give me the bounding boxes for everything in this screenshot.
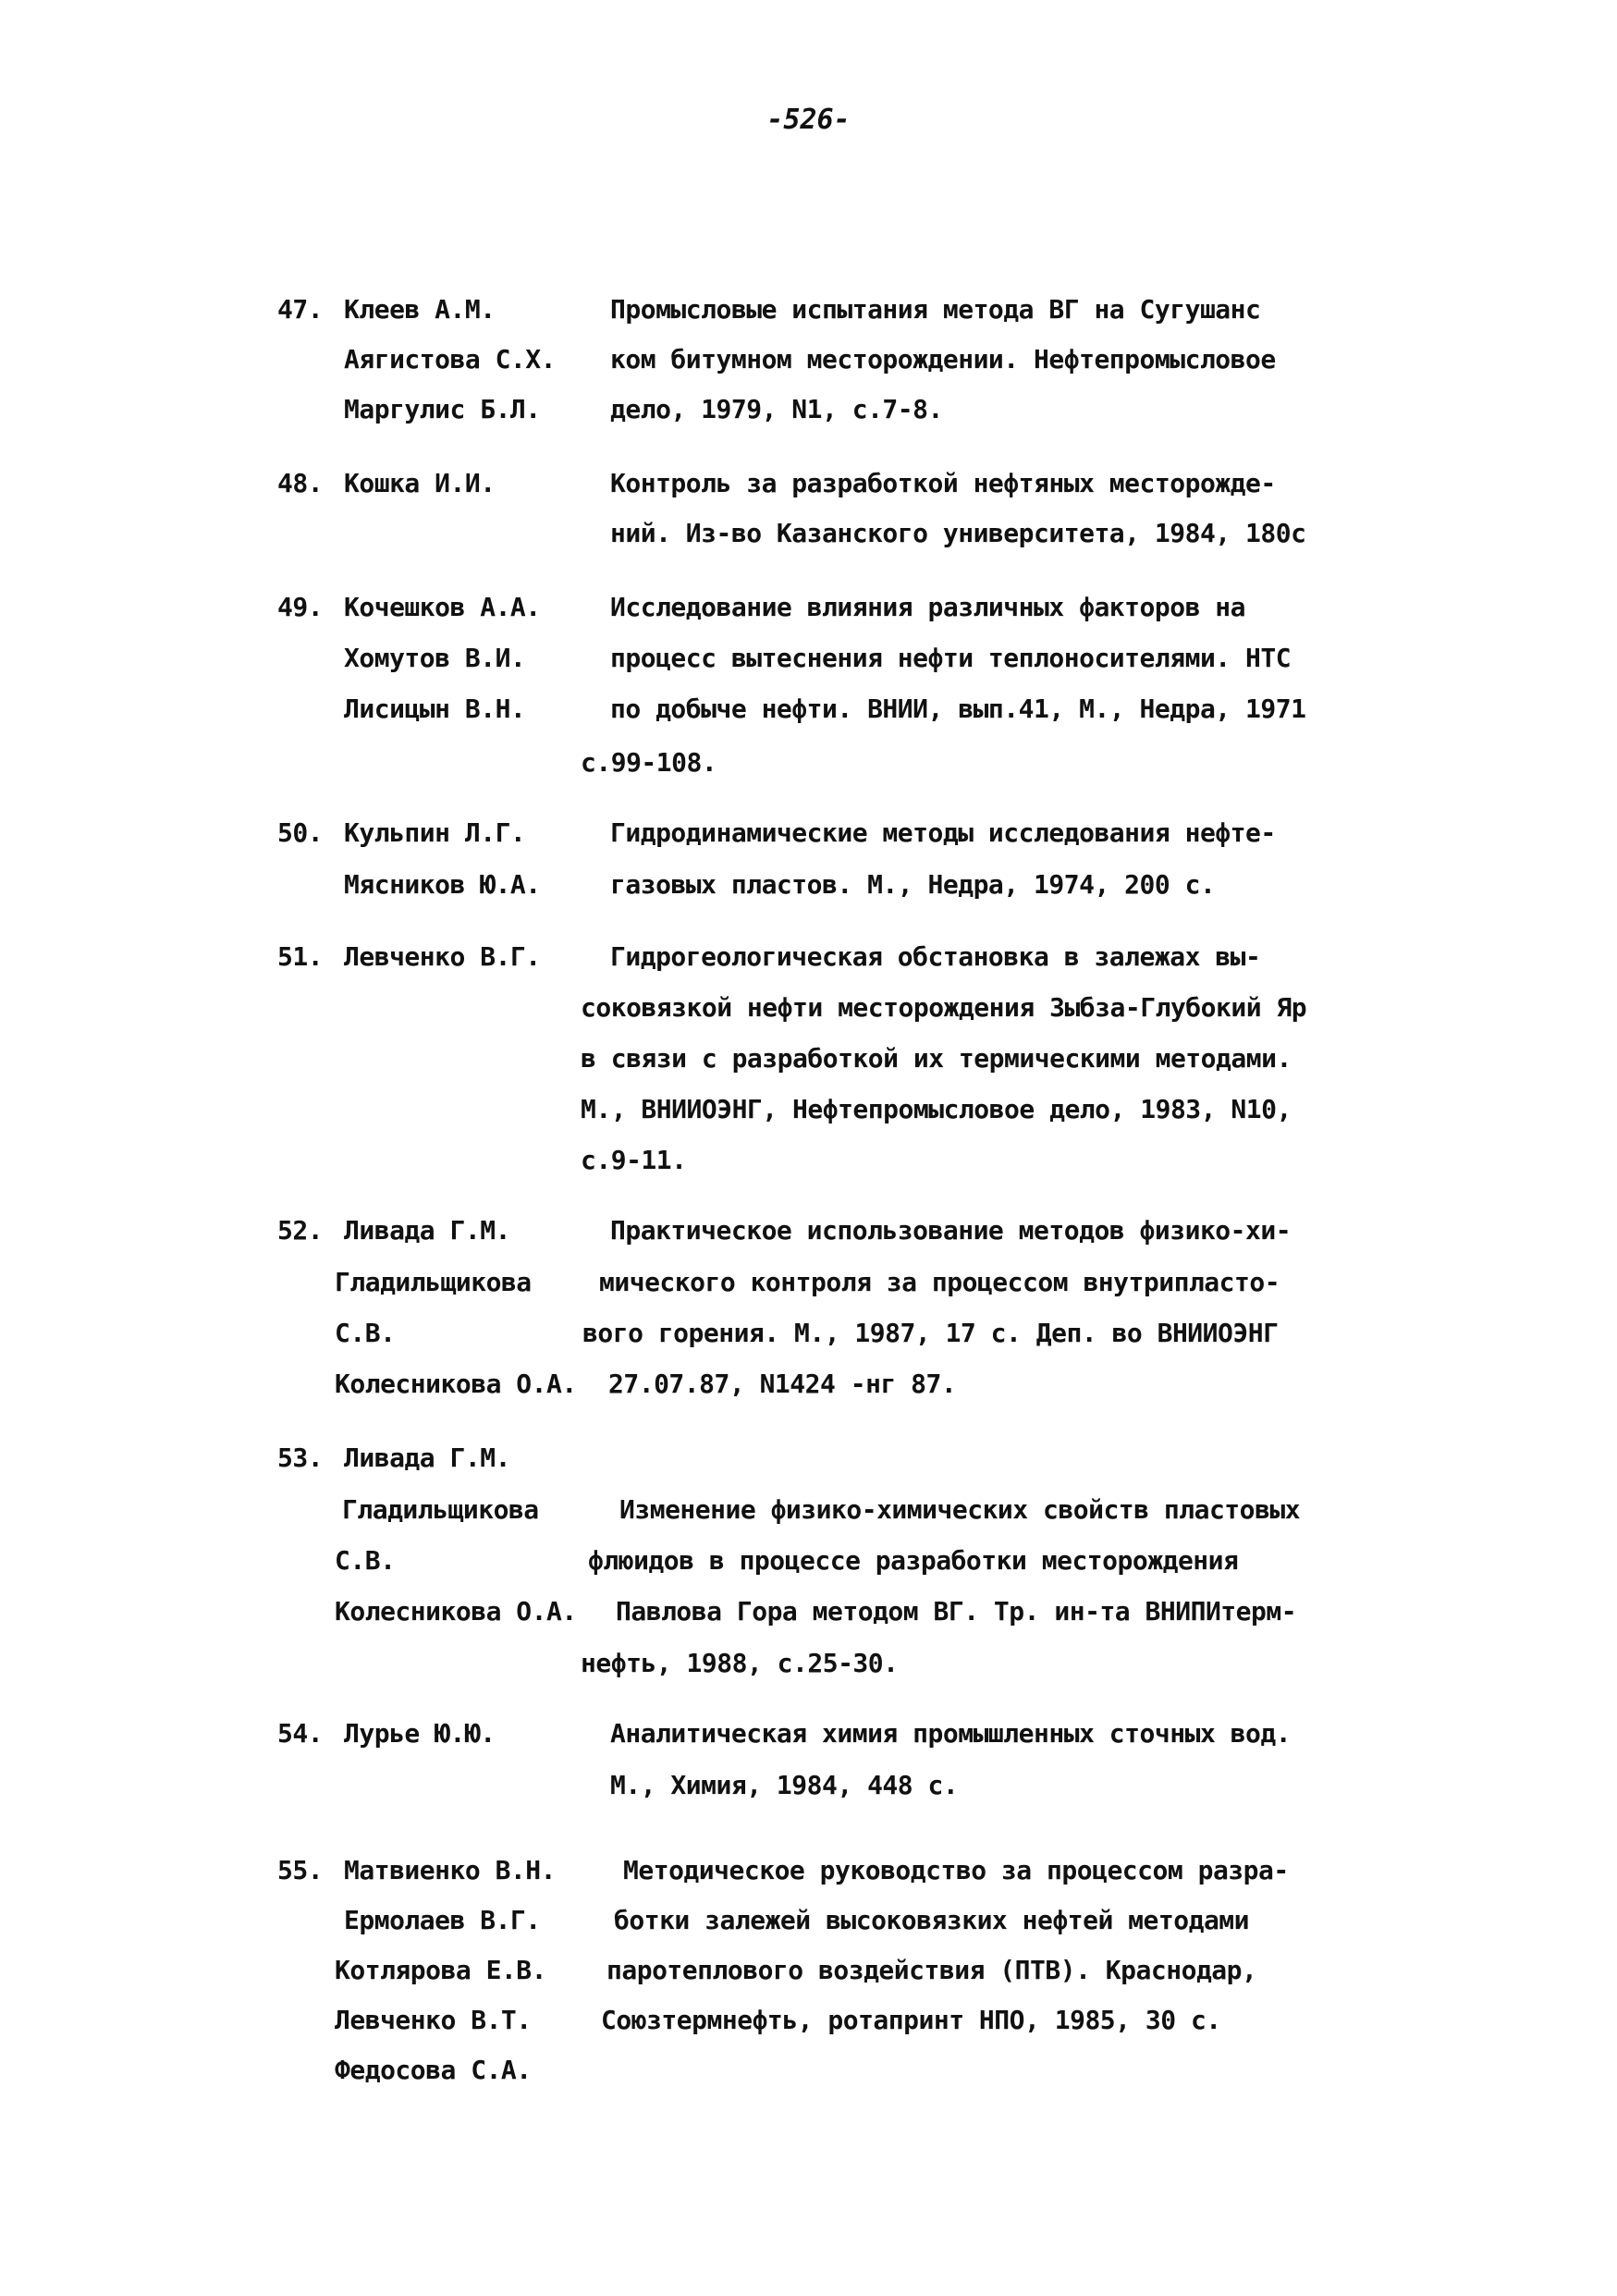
page-number: -526- (766, 104, 851, 136)
ref-text-line: Контроль за разработкой нефтяных месторожде- (610, 468, 1276, 498)
ref-text-line: ботки залежей высоковязких нефтей методами (614, 1905, 1250, 1935)
ref-text-line: газовых пластов. М., Недра, 1974, 200 с. (610, 869, 1216, 900)
ref-text-line: Союзтермнефть, ротапринт НПО, 1985, 30 с. (601, 2005, 1221, 2035)
ref-text-line: Гидрогеологическая обстановка в залежах вы- (610, 941, 1261, 972)
ref-text-line: 27.07.87, N1424 -нг 87. (608, 1369, 957, 1399)
ref-number: 54. (277, 1718, 324, 1749)
ref-text-line: Исследование влияния различных факторов на (610, 592, 1246, 622)
ref-author: Федосова С.А. (335, 2055, 532, 2085)
ref-number: 48. (277, 468, 324, 498)
ref-author: Левченко В.Т. (335, 2005, 532, 2035)
ref-text-line: соковязкой нефти месторождения Зыбза-Глубокий Яр (581, 992, 1307, 1023)
ref-author: Лисицын В.Н. (344, 694, 526, 724)
ref-number: 52. (277, 1215, 324, 1246)
ref-text-line: ком битумном месторождении. Нефтепромысловое (610, 344, 1276, 374)
ref-number: 53. (277, 1443, 324, 1473)
ref-author: Колесникова О.А. (335, 1596, 577, 1627)
ref-text-line: вого горения. М., 1987, 17 с. Деп. во ВНИИОЭНГ (582, 1318, 1279, 1348)
ref-text-line: процесс вытеснения нефти теплоносителями. НТС (610, 643, 1292, 673)
ref-author: Кошка И.И. (344, 468, 496, 498)
ref-text-line: Гидродинамические методы исследования нефте- (610, 817, 1276, 848)
ref-author: Клеев А.М. (344, 294, 496, 325)
ref-text-line: Практическое использование методов физико-хи- (610, 1215, 1292, 1246)
ref-author: Кочешков А.А. (344, 592, 541, 622)
ref-author: Гладильщикова (335, 1267, 532, 1297)
ref-number: 49. (277, 592, 324, 622)
ref-author: Ермолаев В.Г. (344, 1905, 541, 1935)
ref-number: 50. (277, 817, 324, 848)
ref-author: Колесникова О.А. (335, 1369, 577, 1399)
ref-text-line: мического контроля за процессом внутрипласто- (599, 1267, 1280, 1297)
ref-author: Хомутов В.И. (344, 643, 526, 673)
ref-author: Ливада Г.М. (344, 1215, 510, 1246)
ref-text-line: нефть, 1988, с.25-30. (581, 1648, 899, 1678)
ref-text-line: ний. Из-во Казанского университета, 1984, 180с (610, 518, 1306, 548)
ref-text-line: М., Химия, 1984, 448 с. (610, 1770, 959, 1800)
ref-author: Матвиенко В.Н. (344, 1855, 557, 1885)
ref-text-line: дело, 1979, N1, с.7-8. (610, 394, 943, 424)
ref-text-line: Изменение физико-химических свойств пластовых (619, 1494, 1301, 1525)
ref-author: Кульпин Л.Г. (344, 817, 526, 848)
ref-number: 51. (277, 941, 324, 972)
ref-author: Левченко В.Г. (344, 941, 541, 972)
ref-text-line: в связи с разработкой их термическими методами. (581, 1043, 1292, 1074)
ref-number: 47. (277, 294, 324, 325)
ref-text-line: Павлова Гора методом ВГ. Тр. ин-та ВНИПИтерм- (616, 1596, 1297, 1627)
ref-author: Лурье Ю.Ю. (344, 1718, 496, 1749)
ref-author: Гладильщикова (342, 1494, 539, 1525)
ref-text-line: по добыче нефти. ВНИИ, вып.41, М., Недра, 1971 (610, 694, 1306, 724)
ref-text-line: Методическое руководство за процессом разра- (623, 1855, 1289, 1885)
ref-text-line: флюидов в процессе разработки месторождения (588, 1545, 1239, 1576)
ref-author: Мясников Ю.А. (344, 869, 541, 900)
ref-author: Маргулис Б.Л. (344, 394, 541, 424)
ref-text-line: М., ВНИИОЭНГ, Нефтепромысловое дело, 1983, N10, (581, 1094, 1292, 1124)
ref-text-line: с.9-11. (581, 1145, 687, 1175)
ref-author: Котлярова Е.В. (335, 1955, 547, 1985)
ref-author: Аягистова С.Х. (344, 344, 557, 374)
ref-author: С.В. (335, 1318, 396, 1348)
ref-text-line: Промысловые испытания метода ВГ на Сугушанс (610, 294, 1261, 325)
ref-author: С.В. (335, 1545, 396, 1576)
ref-text-line: Аналитическая химия промышленных сточных вод. (610, 1718, 1292, 1749)
ref-author: Ливада Г.М. (344, 1443, 510, 1473)
ref-number: 55. (277, 1855, 324, 1885)
ref-text-line: паротеплового воздействия (ПТВ). Краснодар, (606, 1955, 1257, 1985)
ref-text-line: с.99-108. (581, 747, 717, 778)
